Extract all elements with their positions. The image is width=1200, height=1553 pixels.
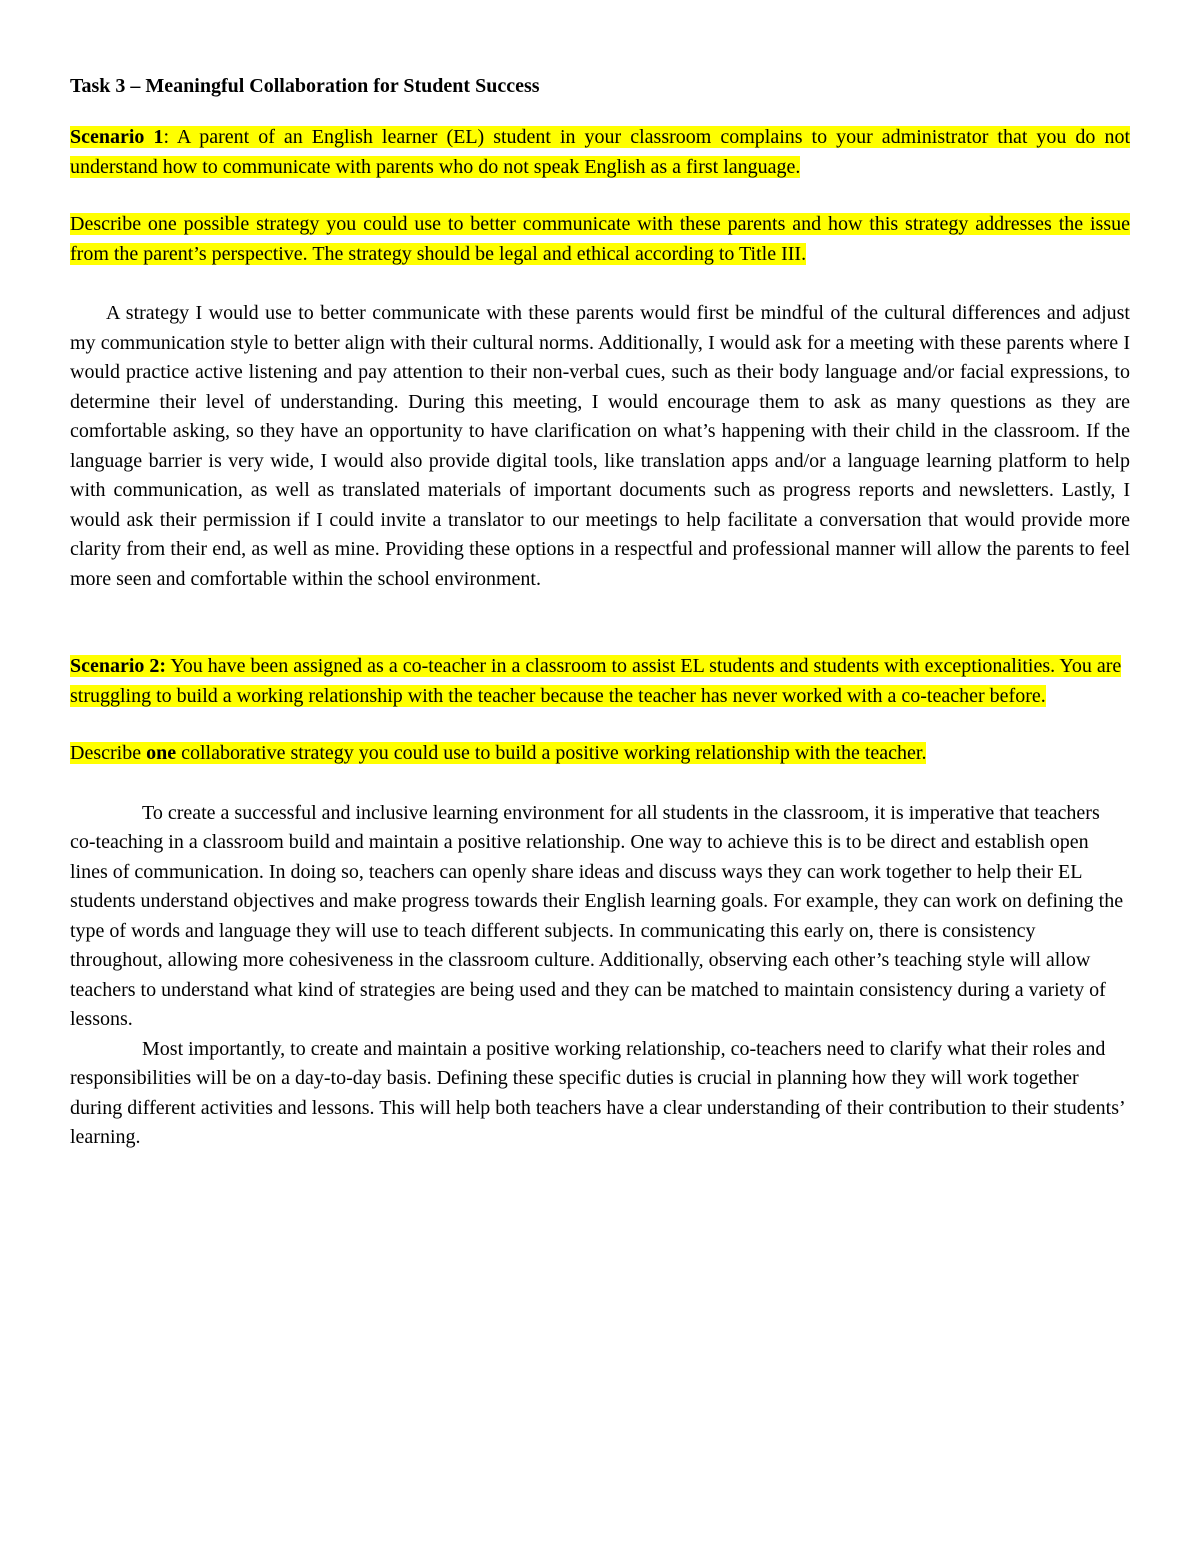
scenario-2-prompt-highlight bbox=[70, 742, 926, 764]
scenario-2-prompt-start: Describe bbox=[70, 742, 147, 764]
scenario-2-prompt-bold: one bbox=[146, 742, 177, 764]
scenario-2-text: You have been assigned as a co-teacher in a classroom to assist EL students and students with exceptionalities. You are struggling to build a working relationship with the teacher because the teacher has never worked with a co-teacher before. bbox=[70, 655, 1122, 707]
document-page bbox=[70, 72, 1130, 1153]
scenario-2-highlight bbox=[70, 655, 1121, 707]
scenario-1-response: A strategy I would use to better communicate with these parents would first be mindful of the cultural differences and adjust my communication style to better align with their cultural norms. Additionally, I would ask for a meeting with these parents where I would practice active listening and pay attention to their non-verbal cues, such as their body language and/or facial expressions, to determine their level of understanding. During this meeting, I would encourage them to ask as many questions as they are comfortable asking, so they have an opportunity to have clarification on what’s happening with their child in the classroom. If the language barrier is very wide, I would also provide digital tools, like translation apps and/or a language learning platform to help with communication, as well as translated materials of important documents such as progress reports and newsletters. Lastly, I would ask their permission if I could invite a translator to our meetings to help facilitate a conversation that would provide more clarity from their end, as well as mine. Providing these options in a respectful and professional manner will allow the parents to feel more seen and comfortable within the school environment. bbox=[70, 302, 1130, 590]
scenario-1-label: Scenario 1 bbox=[70, 126, 164, 148]
scenario-1-highlight bbox=[70, 126, 1130, 178]
scenario-2-label: Scenario 2: bbox=[70, 655, 167, 677]
scenario-1-text: : A parent of an English learner (EL) student in your classroom complains to your administrator that you do not understand how to communicate with parents who do not speak English as a first language. bbox=[70, 126, 1131, 178]
scenario-2-statement bbox=[70, 652, 1130, 711]
document-title: Task 3 – Meaningful Collaboration for Student Success bbox=[70, 75, 540, 97]
scenario-1-prompt-highlight: Describe one possible strategy you could use to better communicate with these parents and how this strategy addresses the issue from the parent’s perspective. The strategy should be legal and ethical according to Title III. bbox=[70, 213, 1130, 265]
scenario-2-response-paragraph-1: To create a successful and inclusive learning environment for all students in the classroom, it is imperative that teachers co-teaching in a classroom build and maintain a positive relationship. One way to achieve this is to be direct and establish open lines of communication. In doing so, teachers can openly share ideas and discuss ways they can work together to help their EL students understand objectives and make progress towards their English learning goals. For example, they can work on defining the type of words and language they will use to teach different subjects. In communicating this early on, there is consistency throughout, allowing more cohesiveness in the classroom culture. Additionally, observing each other’s teaching style will allow teachers to understand what kind of strategies are being used and they can be matched to maintain consistency during a variety of lessons. bbox=[70, 801, 1124, 1030]
scenario-2-prompt bbox=[70, 739, 1130, 769]
scenario-2-response-paragraph-2: Most importantly, to create and maintain a positive working relationship, co-teachers need to clarify what their roles and responsibilities will be on a day-to-day basis. Defining these specific duties is crucial in planning how they will work together during different activities and lessons. This will help both teachers have a clear understanding of their contribution to their students’ learning. bbox=[70, 1037, 1125, 1148]
scenario-1-prompt bbox=[70, 210, 1130, 269]
scenario-1-statement bbox=[70, 123, 1130, 182]
scenario-2-prompt-end: collaborative strategy you could use to build a positive working relationship with the teacher. bbox=[176, 742, 927, 764]
